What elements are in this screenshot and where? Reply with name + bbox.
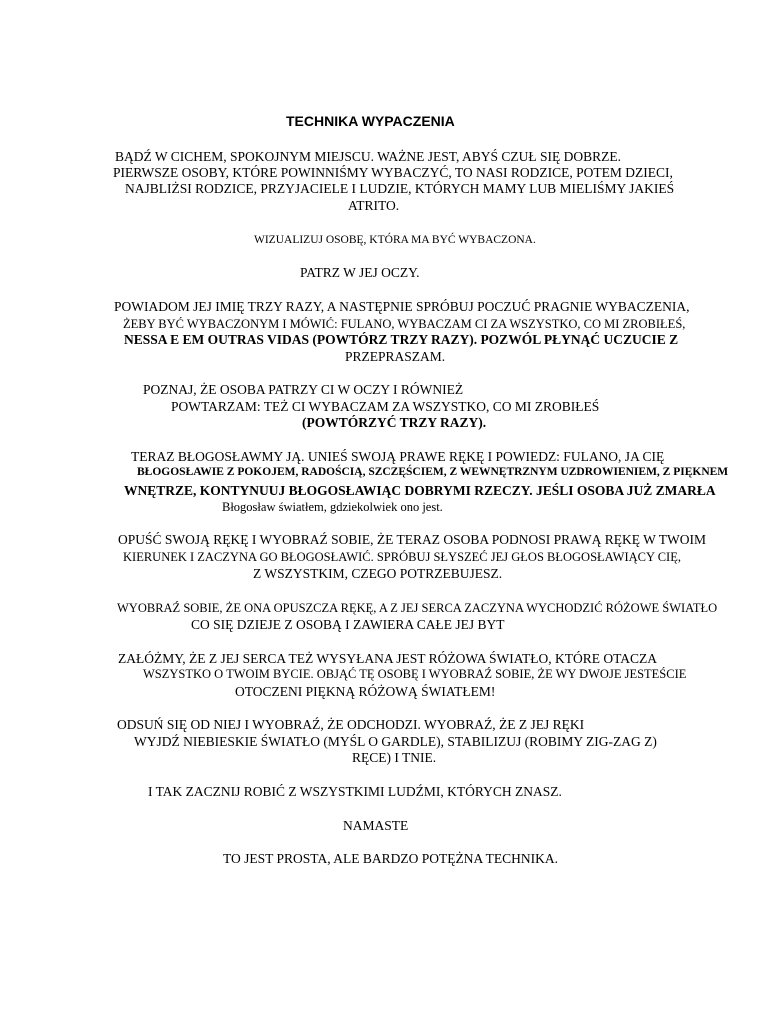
paragraph-1-line-1: BĄDŹ W CICHEM, SPOKOJNYM MIEJSCU. WAŻNE JEST, ABYŚ CZUŁ SIĘ DOBRZE.	[115, 149, 622, 164]
paragraph-6-line-1: TERAZ BŁOGOSŁAWMY JĄ. UNIEŚ SWOJĄ PRAWE RĘKĘ I POWIEDZ: FULANO, JA CIĘ	[131, 449, 665, 464]
document-title: TECHNIKA WYPACZENIA	[286, 113, 455, 129]
paragraph-7-line-2: KIERUNEK I ZACZYNA GO BŁOGOSŁAWIĆ. SPRÓBUJ SŁYSZEĆ JEJ GŁOS BŁOGOSŁAWIĄCY CIĘ,	[123, 550, 681, 564]
paragraph-4-line-1: POWIADOM JEJ IMIĘ TRZY RAZY, A NASTĘPNIE SPRÓBUJ POCZUĆ PRAGNIE WYBACZENIA,	[114, 299, 690, 314]
paragraph-4-line-2: ŻEBY BYĆ WYBACZONYM I MÓWIĆ: FULANO, WYBACZAM CI ZA WSZYSTKO, CO MI ZROBIŁEŚ,	[123, 317, 686, 331]
paragraph-2: WIZUALIZUJ OSOBĘ, KTÓRA MA BYĆ WYBACZONA.	[254, 234, 536, 246]
paragraph-5-line-1: POZNAJ, ŻE OSOBA PATRZY CI W OCZY I RÓWNIEŻ	[143, 382, 464, 397]
paragraph-11: I TAK ZACZNIJ ROBIĆ Z WSZYSTKIMI LUDŹMI, KTÓRYCH ZNASZ.	[148, 784, 562, 799]
paragraph-9-line-1: ZAŁÓŻMY, ŻE Z JEJ SERCA TEŻ WYSYŁANA JEST RÓŻOWA ŚWIATŁO, KTÓRE OTACZA	[118, 651, 658, 666]
paragraph-9-line-3: OTOCZENI PIĘKNĄ RÓŻOWĄ ŚWIATŁEM!	[235, 684, 496, 699]
paragraph-8-line-2: CO SIĘ DZIEJE Z OSOBĄ I ZAWIERA CAŁE JEJ BYT	[191, 617, 505, 632]
paragraph-9-line-2: WSZYSTKO O TWOIM BYCIE. OBJĄĆ TĘ OSOBĘ I WYOBRAŹ SOBIE, ŻE WY DWOJE JESTEŚCIE	[143, 667, 687, 681]
paragraph-10-line-2: WYJDŹ NIEBIESKIE ŚWIATŁO (MYŚL O GARDLE), STABILIZUJ (ROBIMY ZIG-ZAG Z)	[134, 734, 657, 749]
paragraph-10-line-1: ODSUŃ SIĘ OD NIEJ I WYOBRAŹ, ŻE ODCHODZI. WYOBRAŹ, ŻE Z JEJ RĘKI	[117, 717, 585, 732]
paragraph-13: TO JEST PROSTA, ALE BARDZO POTĘŻNA TECHNIKA.	[223, 851, 558, 866]
paragraph-1-line-2: PIERWSZE OSOBY, KTÓRE POWINNIŚMY WYBACZYĆ, TO NASI RODZICE, POTEM DZIECI,	[113, 165, 673, 180]
paragraph-4-line-4: PRZEPRASZAM.	[345, 349, 446, 364]
paragraph-6-line-4: Błogosław światłem, gdziekolwiek ono jest.	[222, 500, 443, 514]
paragraph-5-line-2: POWTARZAM: TEŻ CI WYBACZAM ZA WSZYSTKO, CO MI ZROBIŁEŚ	[171, 399, 600, 414]
paragraph-6-line-2: BŁOGOSŁAWIE Z POKOJEM, RADOŚCIĄ, SZCZĘŚCIEM, Z WEWNĘTRZNYM UZDROWIENIEM, Z PIĘKNEM	[137, 466, 729, 478]
paragraph-5-line-3: (POWTÓRZYĆ TRZY RAZY).	[302, 415, 487, 430]
paragraph-7-line-1: OPUŚĆ SWOJĄ RĘKĘ I WYOBRAŹ SOBIE, ŻE TERAZ OSOBA PODNOSI PRAWĄ RĘKĘ W TWOIM	[118, 532, 706, 547]
paragraph-7-line-3: Z WSZYSTKIM, CZEGO POTRZEBUJESZ.	[253, 566, 503, 581]
paragraph-8-line-1: WYOBRAŹ SOBIE, ŻE ONA OPUSZCZA RĘKĘ, A Z JEJ SERCA ZACZYNA WYCHODZIĆ RÓŻOWE ŚWIATŁO	[117, 601, 718, 615]
paragraph-1-line-4: ATRITO.	[348, 198, 400, 213]
paragraph-10-line-3: RĘCE) I TNIE.	[352, 750, 437, 765]
paragraph-6-line-3: WNĘTRZE, KONTYNUUJ BŁOGOSŁAWIĄC DOBRYMI RZECZY. JEŚLI OSOBA JUŻ ZMARŁA	[124, 483, 716, 498]
paragraph-4-line-3: NESSA E EM OUTRAS VIDAS (POWTÓRZ TRZY RAZY). POZWÓL PŁYNĄĆ UCZUCIE Z	[124, 332, 679, 347]
paragraph-1-line-3: NAJBLIŻSI RODZICE, PRZYJACIELE I LUDZIE, KTÓRYCH MAMY LUB MIELIŚMY JAKIEŚ	[125, 181, 675, 196]
paragraph-12: NAMASTE	[343, 818, 409, 833]
paragraph-3: PATRZ W JEJ OCZY.	[300, 265, 420, 280]
